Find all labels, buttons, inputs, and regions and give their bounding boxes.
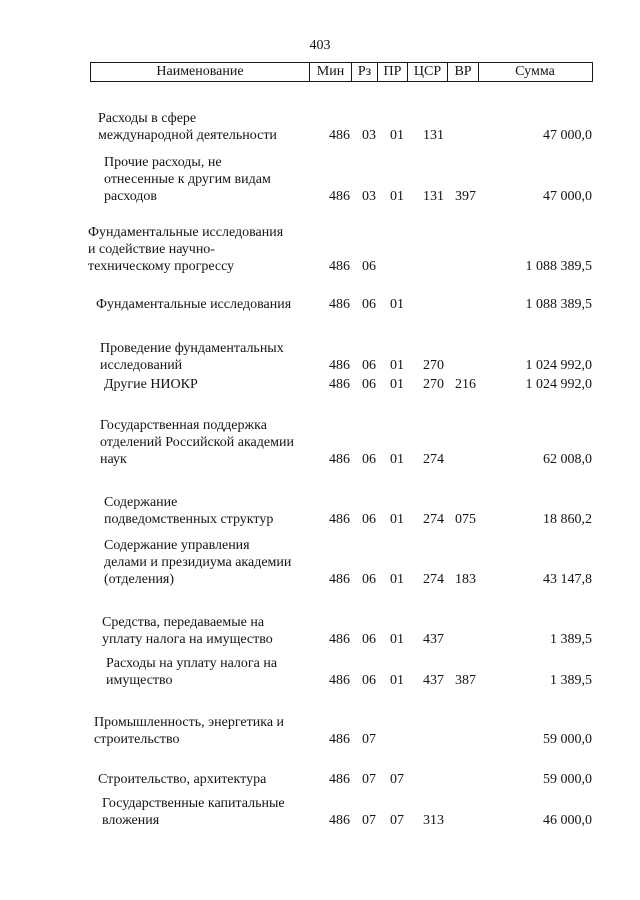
- row-sum: 18 860,2: [543, 512, 592, 527]
- row-name: Содержание подведомственных структур: [104, 495, 274, 527]
- row-min: 486: [329, 452, 350, 467]
- row-rz: 06: [362, 452, 376, 467]
- row-name: Государственные капитальные вложения: [102, 796, 285, 828]
- row-sum: 47 000,0: [543, 189, 592, 204]
- row-pr: 01: [390, 189, 404, 204]
- row-vr: 216: [455, 377, 476, 392]
- row-min: 486: [329, 128, 350, 143]
- row-min: 486: [329, 377, 350, 392]
- row-sum: 59 000,0: [543, 772, 592, 787]
- row-sum: 59 000,0: [543, 732, 592, 747]
- row-pr: 07: [390, 813, 404, 828]
- page-number: 403: [309, 38, 331, 53]
- row-csr: 270: [423, 377, 444, 392]
- row-csr: 437: [423, 632, 444, 647]
- row-sum: 1 088 389,5: [525, 259, 592, 274]
- row-rz: 07: [362, 813, 376, 828]
- row-sum: 1 389,5: [550, 632, 592, 647]
- row-sum: 1 389,5: [550, 673, 592, 688]
- row-name: Другие НИОКР: [104, 377, 198, 392]
- row-sum: 1 024 992,0: [525, 358, 592, 373]
- row-pr: 01: [390, 632, 404, 647]
- row-name: Прочие расходы, не отнесенные к другим видам расходов: [104, 155, 271, 204]
- row-name: Содержание управления делами и президиума академии (отделения): [104, 538, 292, 587]
- row-name: Расходы на уплату налога на имущество: [106, 656, 278, 688]
- row-sum: 47 000,0: [543, 128, 592, 143]
- row-vr: 183: [455, 572, 476, 587]
- header-name: Наименование: [156, 64, 244, 79]
- row-min: 486: [329, 189, 350, 204]
- row-min: 486: [329, 772, 350, 787]
- row-rz: 06: [362, 572, 376, 587]
- row-rz: 03: [362, 128, 376, 143]
- row-csr: 270: [423, 358, 444, 373]
- header-vr: ВР: [447, 63, 478, 81]
- row-pr: 01: [390, 128, 404, 143]
- row-min: 486: [329, 358, 350, 373]
- row-name: Проведение фундаментальных исследований: [100, 341, 284, 373]
- row-rz: 06: [362, 297, 376, 312]
- row-rz: 06: [362, 377, 376, 392]
- row-pr: 07: [390, 772, 404, 787]
- header-pr: ПР: [377, 63, 407, 81]
- row-pr: 01: [390, 358, 404, 373]
- row-pr: 01: [390, 673, 404, 688]
- row-min: 486: [329, 259, 350, 274]
- row-sum: 43 147,8: [543, 572, 592, 587]
- row-pr: 01: [390, 297, 404, 312]
- row-csr: 313: [423, 813, 444, 828]
- row-min: 486: [329, 673, 350, 688]
- row-csr: 437: [423, 673, 444, 688]
- row-rz: 06: [362, 512, 376, 527]
- row-sum: 62 008,0: [543, 452, 592, 467]
- row-name: Государственная поддержка отделений Российской академии наук: [100, 418, 294, 467]
- row-pr: 01: [390, 572, 404, 587]
- row-vr: 387: [455, 673, 476, 688]
- row-sum: 1 088 389,5: [525, 297, 592, 312]
- row-min: 486: [329, 632, 350, 647]
- row-min: 486: [329, 732, 350, 747]
- row-name: Расходы в сфере международной деятельности: [98, 111, 277, 143]
- row-min: 486: [329, 297, 350, 312]
- row-sum: 46 000,0: [543, 813, 592, 828]
- row-rz: 06: [362, 259, 376, 274]
- header-min: Мин: [309, 63, 351, 81]
- row-name: Фундаментальные исследования и содействие научно- техническому прогрессу: [88, 225, 284, 274]
- row-rz: 07: [362, 772, 376, 787]
- row-vr: 075: [455, 512, 476, 527]
- row-sum: 1 024 992,0: [525, 377, 592, 392]
- row-name: Средства, передаваемые на уплату налога на имущество: [102, 615, 273, 647]
- header-sum: Сумма: [478, 63, 591, 81]
- row-min: 486: [329, 572, 350, 587]
- row-pr: 01: [390, 452, 404, 467]
- row-csr: 274: [423, 512, 444, 527]
- header-rz: Рз: [351, 63, 377, 81]
- row-name: Строительство, архитектура: [98, 772, 267, 787]
- row-csr: 274: [423, 452, 444, 467]
- row-rz: 03: [362, 189, 376, 204]
- row-name: Фундаментальные исследования: [96, 297, 292, 312]
- row-min: 486: [329, 512, 350, 527]
- row-csr: 131: [423, 189, 444, 204]
- row-min: 486: [329, 813, 350, 828]
- row-vr: 397: [455, 189, 476, 204]
- row-rz: 06: [362, 673, 376, 688]
- row-pr: 01: [390, 512, 404, 527]
- header-csr: ЦСР: [407, 63, 447, 81]
- row-name: Промышленность, энергетика и строительство: [94, 715, 285, 747]
- row-pr: 01: [390, 377, 404, 392]
- row-rz: 07: [362, 732, 376, 747]
- row-rz: 06: [362, 358, 376, 373]
- row-csr: 274: [423, 572, 444, 587]
- row-rz: 06: [362, 632, 376, 647]
- row-csr: 131: [423, 128, 444, 143]
